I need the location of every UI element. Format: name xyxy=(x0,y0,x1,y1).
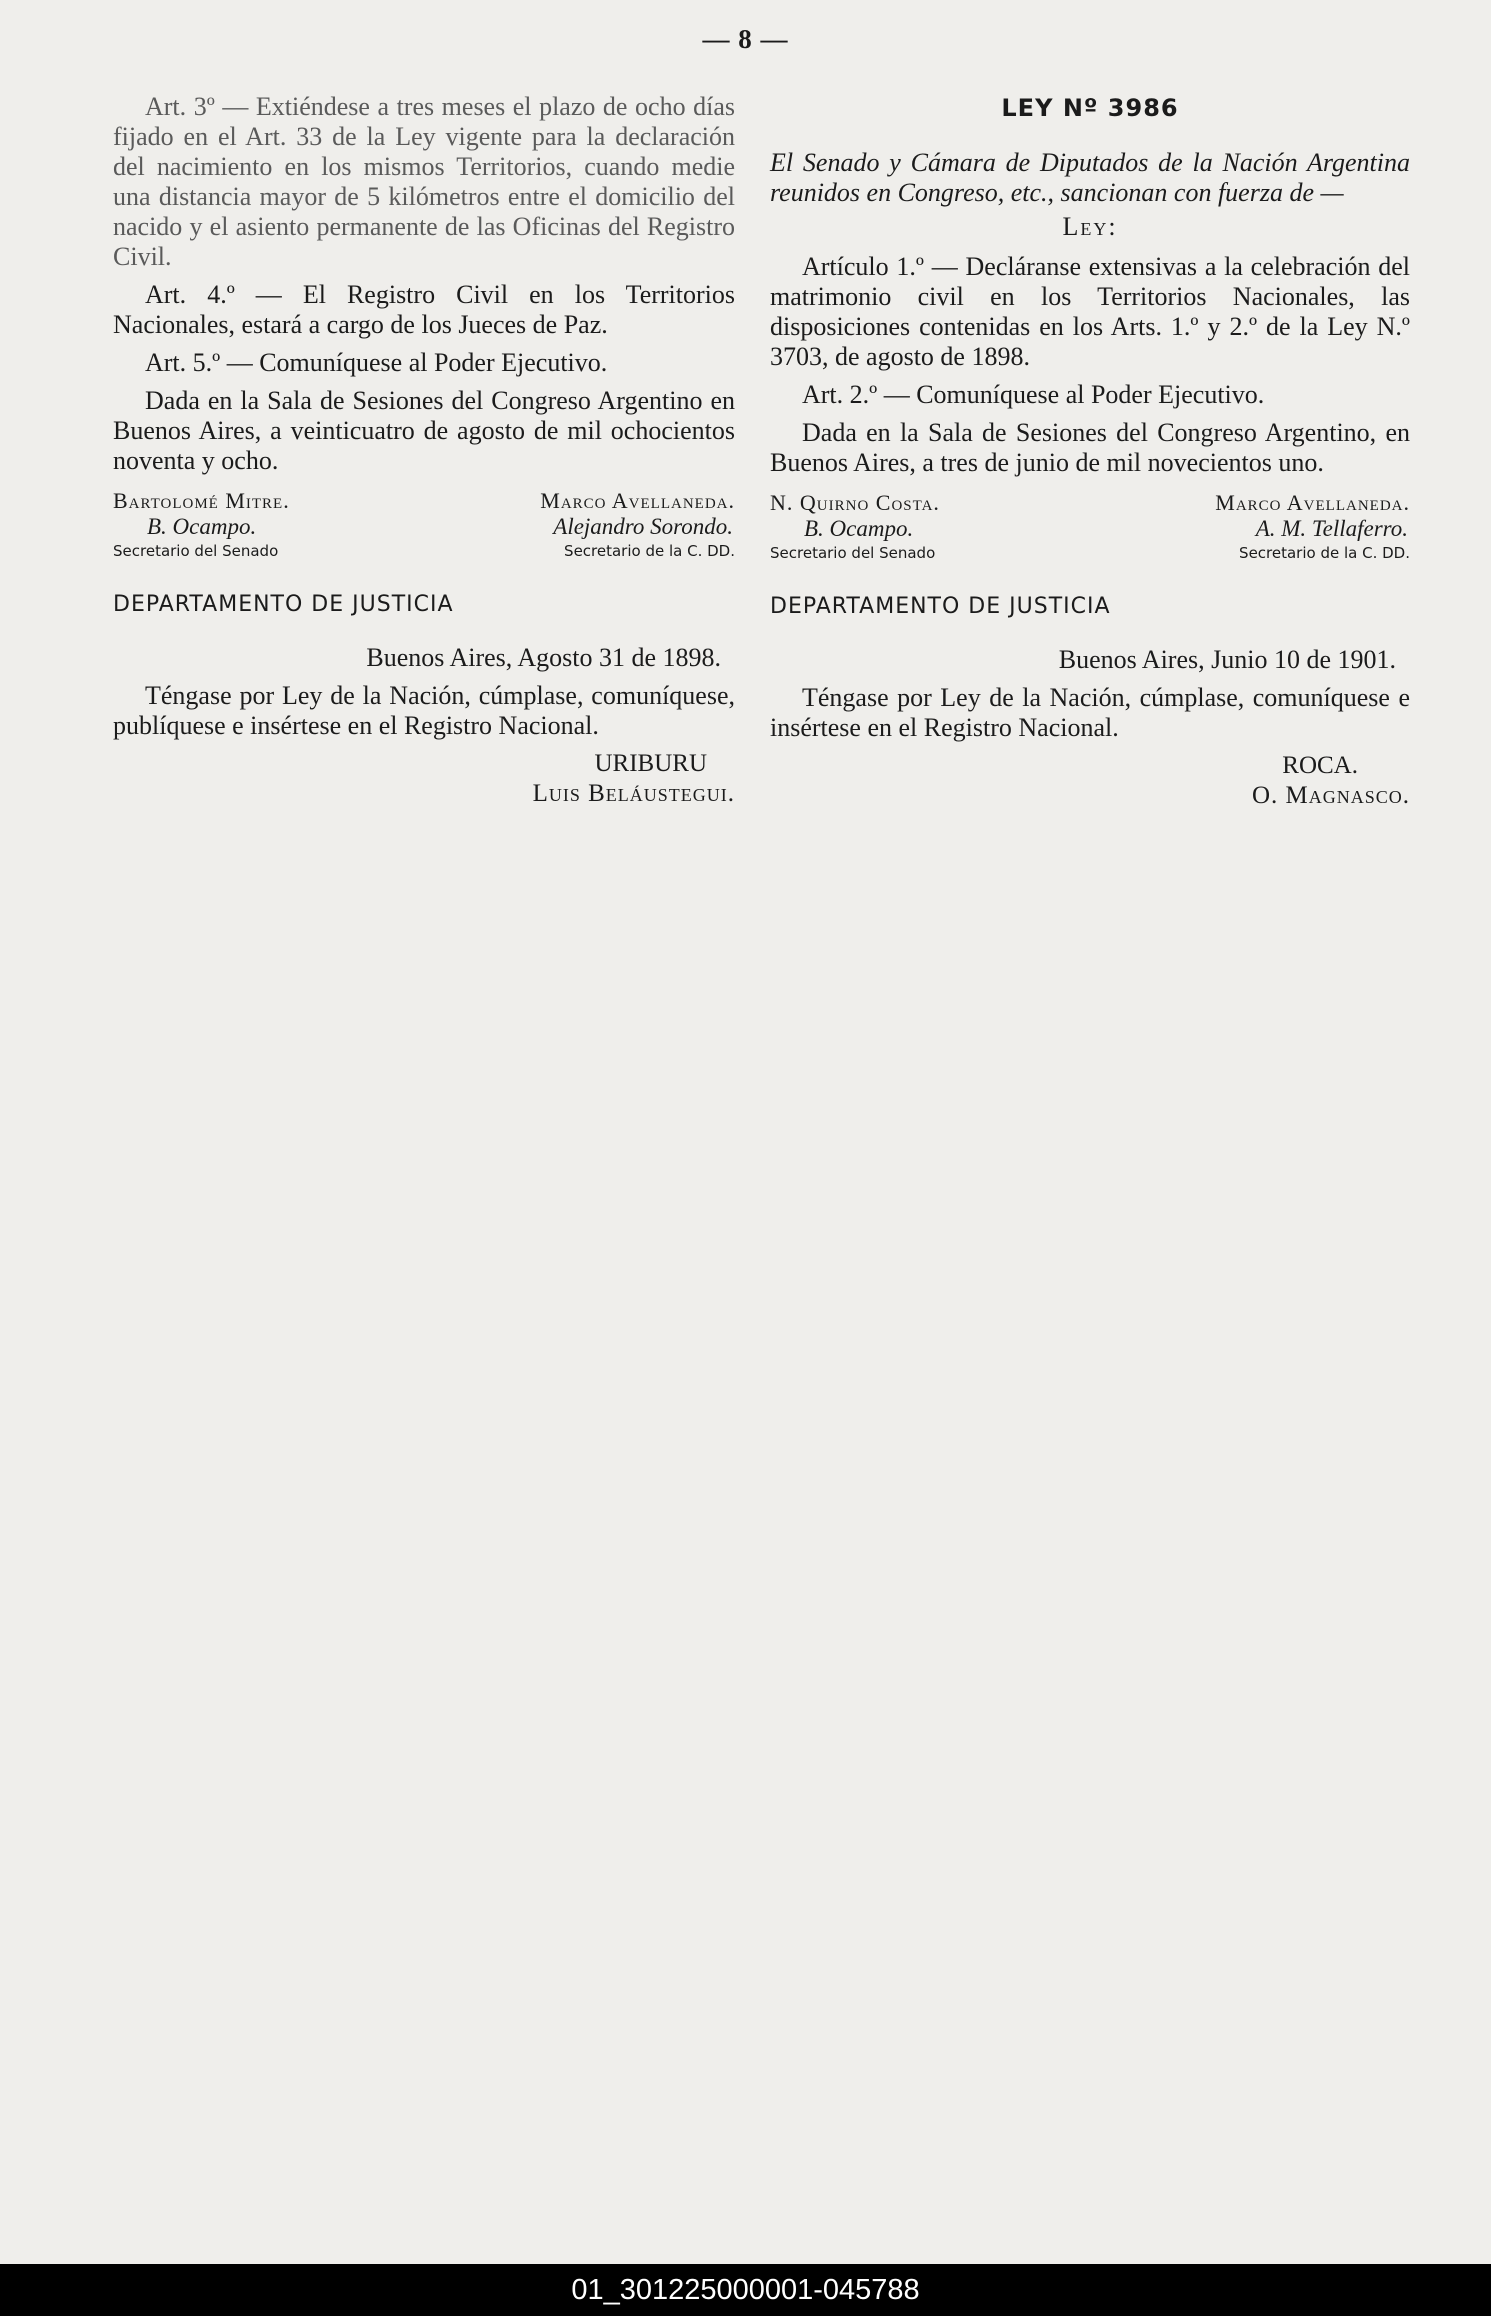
signature-block xyxy=(113,488,735,562)
article-2-paragraph: Art. 2.º — Comuníquese al Poder Ejecutivo. xyxy=(802,380,1265,409)
executive-signature: URIBURU xyxy=(594,750,707,777)
right-column xyxy=(770,92,1410,811)
deputies-president-name: Marco Avellaneda. xyxy=(1215,490,1410,515)
decree-date: Buenos Aires, Junio 10 de 1901. xyxy=(1058,645,1396,674)
dada-paragraph: Dada en la Sala de Sesiones del Congreso Argentino en Buenos Aires, a veinticuatro de agosto de mil ochocientos noventa y ocho. xyxy=(113,386,735,475)
senate-secretary-role: Secretario del Senado xyxy=(770,544,936,562)
senate-president-name: Bartolomé Mitre. xyxy=(113,488,290,513)
article-4-paragraph: Art. 4.º — El Registro Civil en los Territorios Nacionales, estará a cargo de los Jueces de Paz. xyxy=(113,280,735,339)
promulgation-text: Téngase por Ley de la Nación, cúmplase, comuníquese, publíquese e insértese en el Registro Nacional. xyxy=(113,681,735,740)
page-number: — 8 — xyxy=(702,24,789,54)
article-1-paragraph: Artículo 1.º — Decláranse extensivas a la celebración del matrimonio civil en los Territorios Nacionales, las disposiciones contenidas en los Arts. 1.º y 2.º de la Ley N.º 3703, de agosto de 1898. xyxy=(770,252,1410,371)
minister-signature: O. Magnasco. xyxy=(1251,782,1410,809)
left-column xyxy=(113,92,735,809)
law-title: LEY Nº 3986 xyxy=(1001,94,1179,122)
department-heading: DEPARTAMENTO DE JUSTICIA xyxy=(770,594,1111,619)
senate-secretary-role: Secretario del Senado xyxy=(113,542,279,560)
deputies-secretary-name: A. M. Tellaferro. xyxy=(1255,516,1408,541)
senate-secretary-name: B. Ocampo. xyxy=(147,514,257,539)
decree-date: Buenos Aires, Agosto 31 de 1898. xyxy=(366,643,721,672)
senate-signature xyxy=(770,490,940,564)
deputies-president-name: Marco Avellaneda. xyxy=(540,488,735,513)
senate-signature xyxy=(113,488,290,562)
department-heading: DEPARTAMENTO DE JUSTICIA xyxy=(113,592,454,617)
deputies-secretary-role: Secretario de la C. DD. xyxy=(1239,544,1410,562)
law-preamble: El Senado y Cámara de Diputados de la Nación Argentina reunidos en Congreso, etc., sancionan con fuerza de — xyxy=(770,148,1410,207)
deputies-secretary-name: Alejandro Sorondo. xyxy=(553,514,733,539)
executive-signature: ROCA. xyxy=(1282,752,1358,779)
deputies-secretary-role: Secretario de la C. DD. xyxy=(564,542,735,560)
ley-heading: Ley: xyxy=(1062,212,1118,241)
deputies-signature xyxy=(1215,490,1410,564)
document-id-footer: 01_301225000001-045788 xyxy=(0,2264,1491,2316)
article-3-paragraph: Art. 3º — Extiéndese a tres meses el plazo de ocho días fijado en el Art. 33 de la Ley vigente para la declaración del nacimiento en los mismos Territorios, cuando medie una distancia mayor de 5 kilómetros entre el domicilio del nacido y el asiento permanente de las Oficinas del Registro Civil. xyxy=(113,92,735,271)
minister-signature: Luis Beláustegui. xyxy=(532,780,735,807)
signature-block xyxy=(770,490,1410,564)
promulgation-text: Téngase por Ley de la Nación, cúmplase, comuníquese e insértese en el Registro Nacional. xyxy=(770,683,1410,742)
dada-paragraph: Dada en la Sala de Sesiones del Congreso Argentino, en Buenos Aires, a tres de junio de mil novecientos uno. xyxy=(770,418,1410,477)
senate-secretary-name: B. Ocampo. xyxy=(804,516,914,541)
deputies-signature xyxy=(540,488,735,562)
article-5-paragraph: Art. 5.º — Comuníquese al Poder Ejecutivo. xyxy=(145,348,608,377)
senate-president-name: N. Quirno Costa. xyxy=(770,490,940,515)
